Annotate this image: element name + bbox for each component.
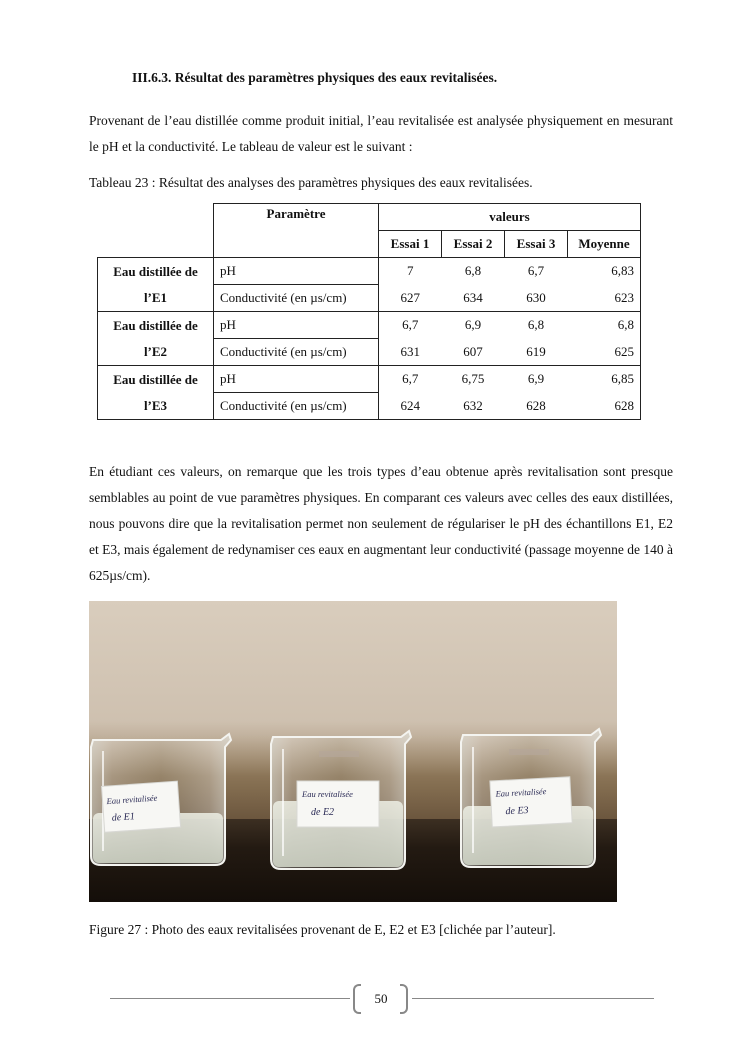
param-cell: pH	[214, 312, 379, 339]
label-2-line2: de E2	[311, 807, 335, 818]
value-cell: 6,75	[442, 366, 505, 393]
column-header: Essai 3	[505, 231, 568, 258]
param-cell: pH	[214, 258, 379, 285]
value-cell: 6,9	[505, 366, 568, 393]
value-cell: 607	[442, 339, 505, 366]
value-cell: 625	[568, 339, 641, 366]
value-cell: 630	[505, 285, 568, 312]
value-cell: 6,7	[379, 366, 442, 393]
value-cell: 627	[379, 285, 442, 312]
beaker-3	[461, 729, 601, 867]
value-cell: 6,83	[568, 258, 641, 285]
page-number: 50	[374, 991, 388, 1006]
value-cell: 6,7	[505, 258, 568, 285]
sample-name-line1: Eau distillée de	[113, 371, 198, 387]
value-cell: 6,8	[442, 258, 505, 285]
value-cell: 6,9	[442, 312, 505, 339]
sample-cell	[98, 312, 214, 366]
sample-name-line2: l’E1	[143, 289, 168, 305]
table-row	[98, 312, 641, 339]
label-3-line1: Eau revitalisée	[495, 786, 547, 799]
figure-caption: Figure 27 : Photo des eaux revitalisées provenant de E, E2 et E3 [clichée par l’auteur].	[89, 922, 556, 937]
beaker-1	[91, 734, 231, 865]
label-1-line2: de E1	[111, 811, 136, 824]
section-heading: III.6.3. Résultat des paramètres physiques des eaux revitalisées.	[132, 70, 498, 85]
sample-name-line1: Eau distillée de	[113, 317, 198, 333]
table-caption: Tableau 23 : Résultat des analyses des paramètres physiques des eaux revitalisées.	[89, 175, 533, 190]
values-header: valeurs	[379, 204, 641, 231]
column-header: Essai 1	[379, 231, 442, 258]
value-cell: 6,7	[379, 312, 442, 339]
beaker-2	[271, 731, 411, 869]
value-cell: 628	[568, 393, 641, 420]
label-2-line1: Eau revitalisée	[302, 789, 353, 799]
table-corner	[98, 204, 214, 231]
label-3-line2: de E3	[505, 805, 529, 818]
results-table	[97, 203, 641, 420]
value-cell: 6,8	[505, 312, 568, 339]
footer-rule-left	[110, 998, 350, 999]
table-row	[98, 366, 641, 393]
value-cell: 6,8	[568, 312, 641, 339]
table-row	[98, 258, 641, 285]
param-cell: Conductivité (en µs/cm)	[214, 393, 379, 420]
param-header: Paramètre	[214, 204, 379, 258]
label-1-line1: Eau revitalisée	[106, 792, 158, 807]
param-cell: Conductivité (en µs/cm)	[214, 339, 379, 366]
param-cell: Conductivité (en µs/cm)	[214, 285, 379, 312]
param-cell: pH	[214, 366, 379, 393]
sample-name-line2: l’E2	[143, 343, 168, 359]
discussion-paragraph: En étudiant ces valeurs, on remarque que les trois types d’eau obtenue après revitalisation sont presque semblables au point de vue paramètres physiques. En comparant ces valeurs avec celles des eaux distillées, nous pouvons dire que la revitalisation permet non seulement de régulariser le pH des échantillons E1, E2 et E3, mais également de redynamiser ces eaux en augmentant leur conductivité (passage moyenne de 140 à 625µs/cm).	[89, 464, 673, 583]
column-header: Moyenne	[568, 231, 641, 258]
footer-rule-right	[412, 998, 654, 999]
sample-name-line2: l’E3	[143, 397, 168, 413]
intro-paragraph: Provenant de l’eau distillée comme produit initial, l’eau revitalisée est analysée physiquement en mesurant le pH et la conductivité. Le tableau de valeur est le suivant :	[89, 113, 673, 154]
value-cell: 619	[505, 339, 568, 366]
value-cell: 6,85	[568, 366, 641, 393]
value-cell: 623	[568, 285, 641, 312]
sample-cell	[98, 258, 214, 312]
value-cell: 631	[379, 339, 442, 366]
value-cell: 634	[442, 285, 505, 312]
value-cell: 632	[442, 393, 505, 420]
column-header: Essai 2	[442, 231, 505, 258]
value-cell: 624	[379, 393, 442, 420]
value-cell: 628	[505, 393, 568, 420]
footer-bracket-right	[400, 984, 408, 1014]
sample-cell	[98, 366, 214, 420]
sample-name-line1: Eau distillée de	[113, 263, 198, 279]
value-cell: 7	[379, 258, 442, 285]
beakers-photo	[89, 601, 617, 902]
